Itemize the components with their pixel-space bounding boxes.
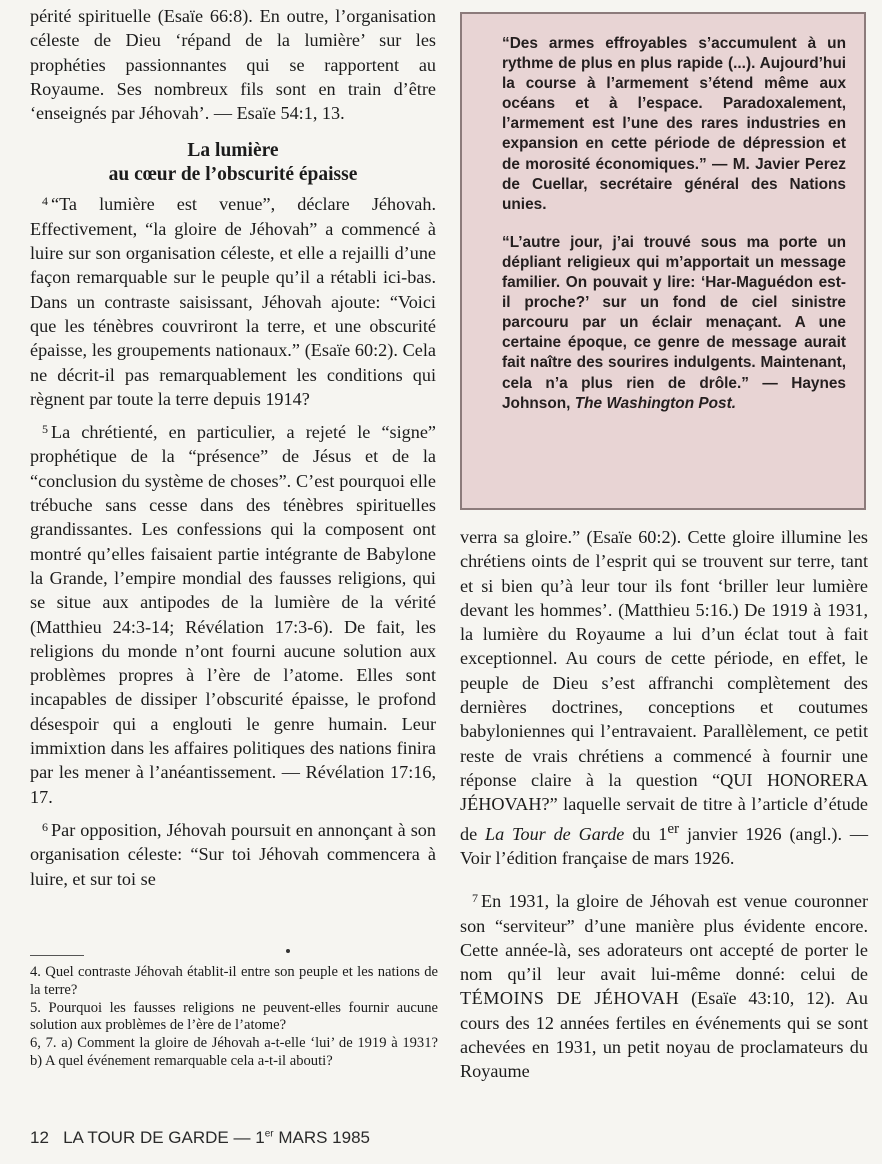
- issue-date: MARS 1985: [278, 1128, 370, 1147]
- paragraph-7: [460, 886, 868, 1083]
- paragraph-5: [30, 417, 436, 809]
- page-footer: [30, 1128, 450, 1148]
- section-heading: [30, 139, 436, 187]
- magazine-title: La Tour de Garde: [485, 823, 625, 844]
- paragraph-6-date: du 1: [624, 823, 668, 844]
- paragraph-6-continued-text: verra sa gloire.” (Esaïe 60:2). Cette gloire illumine les chrétiens oints de l’esprit qui se trouvent sur terre, tant et si bien qu’à leur tour ils font ‘briller leur lumière devant les hommes’. (Matthieu 5:16.) De 1919 à 1931, la lumière du Royaume a lui d’un éclat tout à fait exceptionnel. Au cours de cette période, en effet, le peuple de Dieu s’est affranchi complètement des dernières doctrines, conceptions et coutumes babyloniennes qui l’entravaient. Parallèlement, ce petit reste de vrais chrétiens a commencé à fournir une réponse claire à la question “QUI HONORERA JÉHOVAH?” laquelle servait de titre à l’article d’étude de: [460, 527, 868, 844]
- divider-dot: [286, 949, 290, 953]
- section-heading-line2: au cœur de l’obscurité épaisse: [108, 164, 358, 186]
- paragraph-6-continued: [460, 525, 868, 870]
- paragraph-7-text-end: (Esaïe 43:10, 12). Au cours des 12 années fertiles en événements qui se sont achevées en 1931, un petit noyau de proclamateurs du Royaume: [460, 988, 868, 1082]
- paragraph-5-text: La chrétienté, en particulier, a rejeté le “signe” prophétique de la “présence” de Jésus et de la “conclusion du système de choses”. C’est pourquoi elle trébuche sans cesse dans des ténèbres spirituelles grandissantes. Les confessions qui la composent ont montré qu’elles faisaient partie intégrante de Babylone la Grande, l’empire mondial des fausses religions, qui se situe aux antipodes de la lumière de la vérité (Matthieu 24:3-14; Révélation 17:3-6). De fait, les religions du monde n’ont fourni aucune solution aux problèmes propres à l’ère de l’atome. Elles sont incapables de dissiper l’obscurité épaisse, le profond désespoir qui a englouti le genre humain. Leur immixtion dans les affaires politiques des nations finira par les mener à l’anéantissement. — Révélation 17:16, 17.: [30, 422, 436, 807]
- paragraph-6-text: Par opposition, Jéhovah poursuit en annonçant à son organisation céleste: “Sur toi Jéhovah commencera à luire, et sur toi se: [30, 819, 436, 889]
- quote-haynes-johnson-text: “L’autre jour, j’ai trouvé sous ma porte un dépliant religieux qui m’apportait un message familier. On pouvait y lire: ‘Har-Maguédon est-il proche?’ sur un fond de ciel sinistre parcouru par un éclair menaçant. A une certaine époque, ce genre de message aurait fait naître des sourires indulgents. Maintenant, cela n’a plus rien de drôle.” — Haynes Johnson,: [502, 233, 846, 412]
- paragraph-6: [30, 815, 436, 891]
- quote-perez-de-cuellar: “Des armes effroyables s’accumulent à un rythme de plus en plus rapide (...). Aujourd’hui la course à l’armement s’étend même aux océans et à l’espace. Paradoxalement, l’armement est l’une des rares industries en expansion en cette période de dépression et de morosité économiques.” — M. Javier Perez de Cuellar, secrétaire général des Nations unies.: [502, 35, 846, 213]
- paragraph-number-6: 6: [42, 819, 48, 834]
- question-6-7: 6, 7. a) Comment la gloire de Jéhovah a-t-elle ‘lui’ de 1919 à 1931? b) A quel événement remarquable cela a-t-il abouti?: [30, 1035, 438, 1069]
- paragraph-6-continued-end: janvier 1926 (angl.). — Voir l’édition française de mars 1926.: [460, 823, 869, 868]
- paragraph-number-5: 5: [42, 422, 48, 437]
- paragraph-4: [30, 189, 436, 411]
- witnesses-name: TÉMOINS DE JÉHOVAH: [460, 988, 680, 1009]
- study-questions: [30, 964, 438, 1071]
- paragraph-number-7: 7: [472, 891, 478, 906]
- left-column: [30, 4, 436, 891]
- issue-date-day: 1: [255, 1128, 265, 1147]
- page-number: 12: [30, 1128, 49, 1147]
- section-heading-line1: La lumière: [187, 140, 279, 162]
- quote-haynes-johnson: [502, 233, 846, 414]
- question-5: 5. Pourquoi les fausses religions ne peuvent-elles fournir aucune solution aux problèmes de l’ère de l’atome?: [30, 999, 438, 1034]
- paragraph-number-4: 4: [42, 194, 48, 209]
- paragraph-7-text: En 1931, la gloire de Jéhovah est venue couronner son “serviteur” d’une manière plus évidente encore. Cette année-là, ses adorateurs ont accepté de porter le nom qu’il leur avait lui-même donné: celui de: [460, 891, 868, 985]
- publication-title: LA TOUR DE GARDE: [63, 1128, 229, 1147]
- question-4: 4. Quel contraste Jéhovah établit-il entre son peuple et les nations de la terre?: [30, 964, 438, 998]
- footer-dash: —: [233, 1128, 251, 1147]
- quote-box-content: [502, 34, 846, 414]
- paragraph-4-text: “Ta lumière est venue”, déclare Jéhovah. Effectivement, “la gloire de Jéhovah” a commencé à luire sur son organisation céleste, et elle a rejailli d’une façon remarquable sur le peuple qu’il a rétabli ici-bas. Dans un contraste saisissant, Jéhovah ajoute: “Voici que les ténèbres couvriront la terre, et une obscurité épaisse, les groupements nationaux.” (Esaïe 60:2). Cela ne décrit-il pas remarquablement les conditions qui règnent par toute la terre depuis 1914?: [30, 194, 436, 409]
- right-column: [460, 525, 868, 1084]
- intro-paragraph: périté spirituelle (Esaïe 66:8). En outre, l’organisation céleste de Dieu ‘répand de la lumière’ sur les prophéties passionnantes qui se rapportent au Royaume. Ses nombreux fils sont en train d’être ‘enseignés par Jéhovah’. — Esaïe 54:1, 13.: [30, 6, 436, 124]
- paragraph-6-date-sup: er: [667, 819, 680, 837]
- footnote-divider: [30, 955, 84, 956]
- quote-source-washington-post: The Washington Post.: [574, 394, 737, 412]
- issue-date-sup: er: [264, 1128, 274, 1140]
- quote-box: [460, 12, 866, 510]
